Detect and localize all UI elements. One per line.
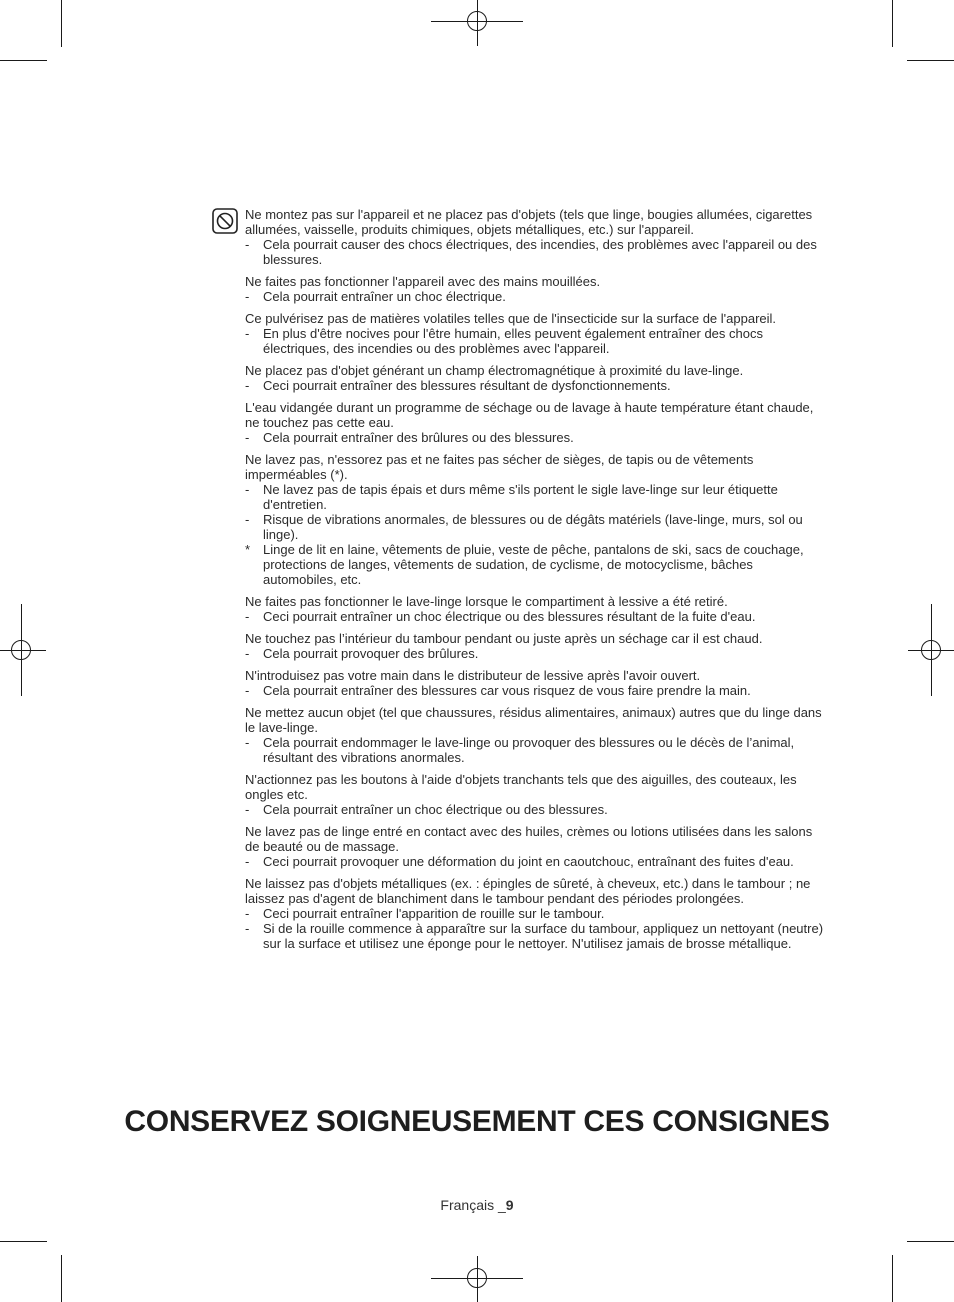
warning-statement: L'eau vidangée durant un programme de séchage ou de lavage à haute température étant chaude, ne touchez pas cette eau. — [245, 400, 814, 430]
prohibition-icon — [212, 208, 238, 234]
warning-consequence — [245, 906, 830, 921]
warning-statement: Ne faites pas fonctionner le lave-linge lorsque le compartiment à lessive a été retiré. — [245, 594, 728, 609]
list-bullet: - — [245, 378, 250, 393]
warning-block — [245, 594, 830, 624]
list-bullet: - — [245, 646, 250, 661]
list-bullet: - — [245, 802, 250, 817]
warning-consequence — [245, 542, 830, 587]
list-bullet: - — [245, 289, 250, 304]
consequence-text: Cela pourrait endommager le lave-linge ou provoquer des blessures ou le décès de l’animal, résultant des vibrations anormales. — [263, 735, 795, 765]
warning-consequence — [245, 482, 830, 512]
consequence-text: En plus d'être nocives pour l'être humain, elles peuvent également entraîner des chocs électriques, des incendies ou des problèmes avec l'appareil. — [263, 326, 763, 356]
warning-consequence — [245, 430, 830, 445]
list-bullet: - — [245, 906, 250, 921]
list-bullet: - — [245, 237, 250, 252]
consequence-text: Risque de vibrations anormales, de blessures ou de dégâts matériels (lave-linge, murs, sol ou linge). — [263, 512, 803, 542]
warning-block — [245, 207, 830, 267]
list-bullet: - — [245, 512, 250, 527]
warning-consequence — [245, 289, 830, 304]
page-heading: CONSERVEZ SOIGNEUSEMENT CES CONSIGNES — [124, 1105, 830, 1138]
warning-block — [245, 772, 830, 817]
warning-consequence — [245, 646, 830, 661]
page-number: 9 — [505, 1197, 514, 1213]
list-bullet: - — [245, 683, 250, 698]
warning-consequence — [245, 512, 830, 542]
consequence-text: Cela pourrait provoquer des brûlures. — [263, 646, 479, 661]
warning-consequence — [245, 609, 830, 624]
warning-block — [245, 824, 830, 869]
warning-consequence — [245, 237, 830, 267]
consequence-text: Ceci pourrait entraîner l'apparition de rouille sur le tambour. — [263, 906, 605, 921]
warning-block — [245, 705, 830, 765]
consequence-text: Cela pourrait entraîner un choc électrique. — [263, 289, 506, 304]
warning-statement: Ne placez pas d'objet générant un champ électromagnétique à proximité du lave-linge. — [245, 363, 744, 378]
consequence-text: Ceci pourrait entraîner des blessures résultant de dysfonctionnements. — [263, 378, 671, 393]
warning-statement: N'introduisez pas votre main dans le distributeur de lessive après l'avoir ouvert. — [245, 668, 701, 683]
warning-statement: Ne montez pas sur l'appareil et ne placez pas d'objets (tels que linge, bougies allumées, cigarettes allumées, vaisselle, produits chimiques, objets métalliques, etc.) sur l'appareil. — [245, 207, 813, 237]
warning-consequence — [245, 802, 830, 817]
warning-block — [245, 274, 830, 304]
consequence-text: Linge de lit en laine, vêtements de pluie, veste de pêche, pantalons de ski, sacs de couchage, protections de langes, vêtements de sudation, de cyclisme, de motocyclisme, bâches automobiles, etc. — [263, 542, 804, 587]
warning-list — [245, 207, 830, 958]
list-bullet: - — [245, 735, 250, 750]
warning-statement: Ne laissez pas d'objets métalliques (ex. : épingles de sûreté, à cheveux, etc.) dans le tambour ; ne laissez pas d'agent de blanchiment dans le tambour pendant des périodes prolongées. — [245, 876, 811, 906]
warning-statement: N'actionnez pas les boutons à l'aide d'objets tranchants tels que des aiguilles, des couteaux, les ongles etc. — [245, 772, 797, 802]
list-bullet: - — [245, 430, 250, 445]
warning-consequence — [245, 854, 830, 869]
list-bullet: * — [245, 542, 251, 557]
list-bullet: - — [245, 326, 250, 341]
warning-statement: Ce pulvérisez pas de matières volatiles telles que de l'insecticide sur la surface de l'appareil. — [245, 311, 777, 326]
warning-block — [245, 631, 830, 661]
warning-block — [245, 311, 830, 356]
consequence-text: Cela pourrait causer des chocs électriques, des incendies, des problèmes avec l'appareil ou des blessures. — [263, 237, 817, 267]
list-bullet: - — [245, 854, 250, 869]
warning-statement: Ne lavez pas de linge entré en contact avec des huiles, crèmes ou lotions utilisées dans les salons de beauté ou de massage. — [245, 824, 813, 854]
list-bullet: - — [245, 921, 250, 936]
warning-block — [245, 452, 830, 587]
warning-block — [245, 668, 830, 698]
warning-block — [245, 363, 830, 393]
consequence-text: Ceci pourrait provoquer une déformation du joint en caoutchouc, entraînant des fuites d'eau. — [263, 854, 794, 869]
warning-block — [245, 876, 830, 951]
consequence-text: Ceci pourrait entraîner un choc électrique ou des blessures résultant de la fuite d'eau. — [263, 609, 756, 624]
warning-block — [245, 400, 830, 445]
warning-statement: Ne touchez pas l’intérieur du tambour pendant ou juste après un séchage car il est chaud. — [245, 631, 763, 646]
consequence-text: Cela pourrait entraîner des blessures car vous risquez de vous faire prendre la main. — [263, 683, 751, 698]
warning-statement: Ne lavez pas, n'essorez pas et ne faites pas sécher de sièges, de tapis ou de vêtements imperméables (*). — [245, 452, 754, 482]
consequence-text: Cela pourrait entraîner un choc électrique ou des blessures. — [263, 802, 608, 817]
warning-consequence — [245, 326, 830, 356]
warning-consequence — [245, 683, 830, 698]
consequence-text: Cela pourrait entraîner des brûlures ou des blessures. — [263, 430, 574, 445]
list-bullet: - — [245, 482, 250, 497]
warning-statement: Ne mettez aucun objet (tel que chaussures, résidus alimentaires, animaux) autres que du linge dans le lave-linge. — [245, 705, 822, 735]
language-label: Français _ — [440, 1197, 506, 1213]
warning-consequence — [245, 921, 830, 951]
warning-consequence — [245, 735, 830, 765]
consequence-text: Si de la rouille commence à apparaître sur la surface du tambour, appliquez un nettoyant (neutre) sur la surface et utilisez une éponge pour le nettoyer. N'utilisez jamais de brosse métallique. — [263, 921, 824, 951]
warning-statement: Ne faites pas fonctionner l'appareil avec des mains mouillées. — [245, 274, 601, 289]
warning-consequence — [245, 378, 830, 393]
consequence-text: Ne lavez pas de tapis épais et durs même s'ils portent le sigle lave-linge sur leur étiquette d'entretien. — [263, 482, 778, 512]
list-bullet: - — [245, 609, 250, 624]
page-footer — [380, 1197, 574, 1213]
